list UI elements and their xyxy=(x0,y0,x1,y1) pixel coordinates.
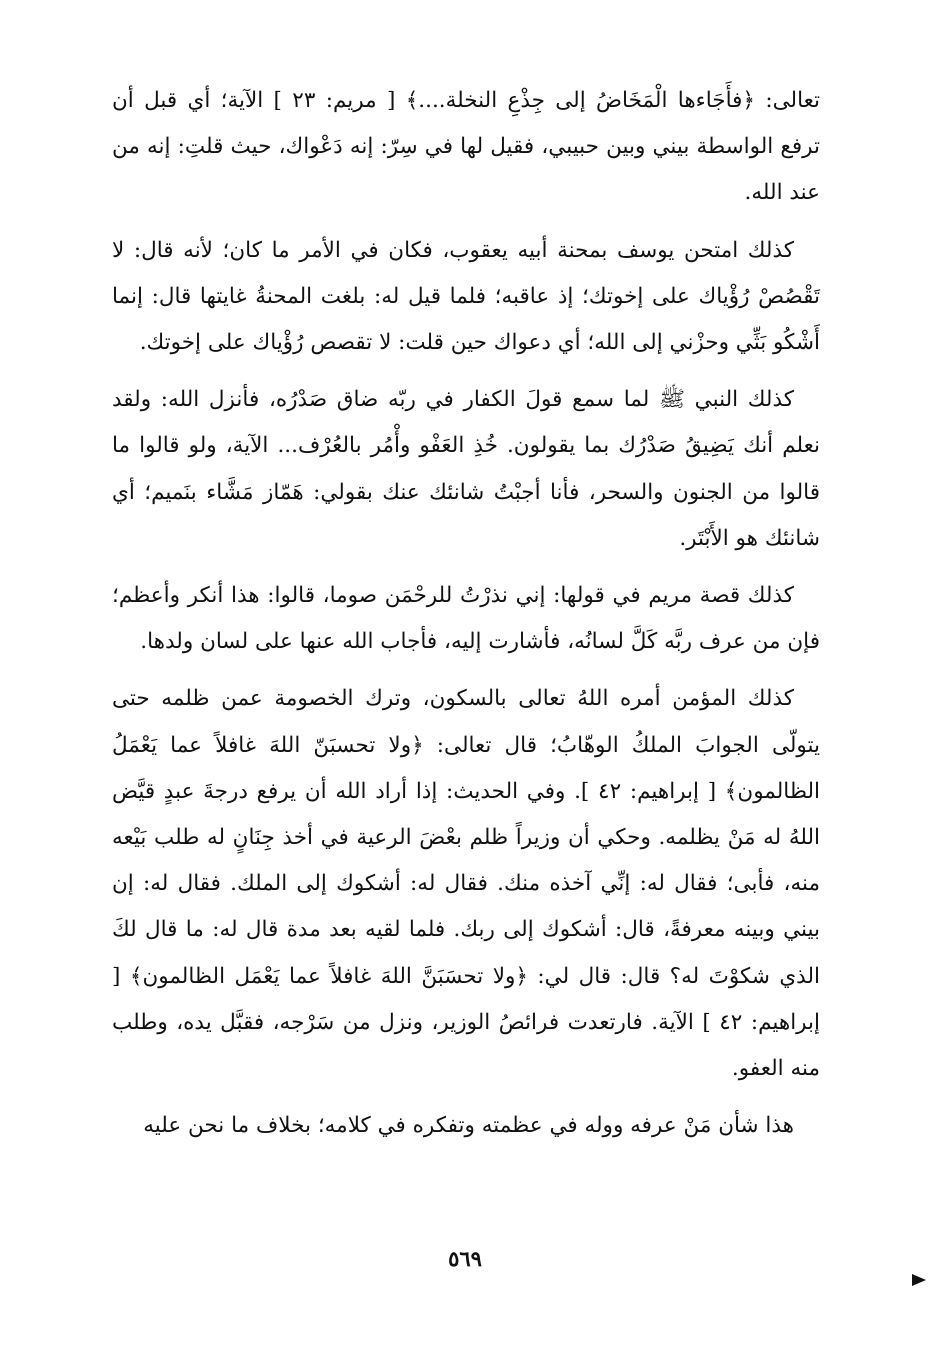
paragraph-2: كذلك امتحن يوسف بمحنة أبيه يعقوب، فكان في الأمر ما كان؛ لأنه قال: لا تَقْصُصْ رُؤْياك على إخوتك؛ إذ عاقبه؛ فلما قيل له: بلغت المحنةُ غايتها قال: إنما أَشْكُو بَثِّي وحزْني إلى الله؛ أي دعواك حين قلت: لا تقصص رُؤْياك على إخوتك. xyxy=(112,237,820,356)
page-number: ٥٦٩ xyxy=(448,1246,482,1271)
margin-arrow-icon xyxy=(912,1274,926,1286)
paragraph-5: كذلك المؤمن أمره اللهُ تعالى بالسكون، وترك الخصومة عمن ظلمه حتى يتولّى الجوابَ الملكُ الوهّابُ؛ قال تعالى: ﴿ولا تحسبَنّ اللهَ غافلاً عما يَعْمَلُ الظالمون﴾ [ إبراهيم: ٤٢ ]. وفي الحديث: إذا أراد الله أن يرفع درجةَ عبدٍ قيَّض اللهُ له مَنْ يظلمه. وحكي أن وزيراً ظلم بعْضَ الرعية في أخذ جِنَانٍ له طلب بَيْعه منه، فأبى؛ فقال له: إنِّي آخذه منك. فقال له: أشكوك إلى الملك. فقال له: إن بيني وبينه معرفةً، قال: أشكوك إلى ربك. فلما لقيه بعد مدة قال له: ما قال لكَ الذي شكوْتَ له؟ قال: قال لي: ﴿ولا تحسَبَنَّ اللهَ غافلاً عما يَعْمَل الظالمون﴾ [ إبراهيم: ٤٢ ] الآية. فارتعدت فرائصُ الوزير، ونزل من سَرْجه، فقبَّل يده، وطلب منه العفو. xyxy=(112,686,820,1082)
paragraph-6: هذا شأن مَنْ عرفه ووله في عظمته وتفكره في كلامه؛ بخلاف ما نحن عليه xyxy=(143,1113,794,1139)
paragraph-1: تعالى: ﴿فأَجَاءها الْمَخَاضُ إلى جِذْعِ النخلة....﴾ [ مريم: ٢٣ ] الآية؛ أي قبل أن ترفع الواسطة بيني وبين حبيبي، فقيل لها في سِرّ: إنه دَعْواك، حيث قلتِ: إنه من عند الله. xyxy=(112,88,820,206)
paragraph-4: كذلك قصة مريم في قولها: إني نذرْتُ للرحْمَن صوما، قالوا: هذا أنكر وأعظم؛ فإن من عرف ربَّه كَلَّ لسانُه، فأشارت إليه، فأجاب الله عنها على لسان ولدها. xyxy=(112,583,820,655)
paragraph-3: كذلك النبي ﷺ لما سمع قولَ الكفار في ربّه ضاق صَدْرُه، فأنزل الله: ولقد نعلم أنك يَضِيقُ صَدْرُك بما يقولون. خُذِ العَفْو وأْمُر بالعُرْف... الآية، ولو قالوا ما قالوا من الجنون والسحر، فأنا أجبْتُ شانئك عنك بقولي: هَمّاز مَشَّاء بنَميم؛ أي شانئك هو الأَبْتَر. xyxy=(112,387,820,551)
body-text xyxy=(112,78,820,1160)
